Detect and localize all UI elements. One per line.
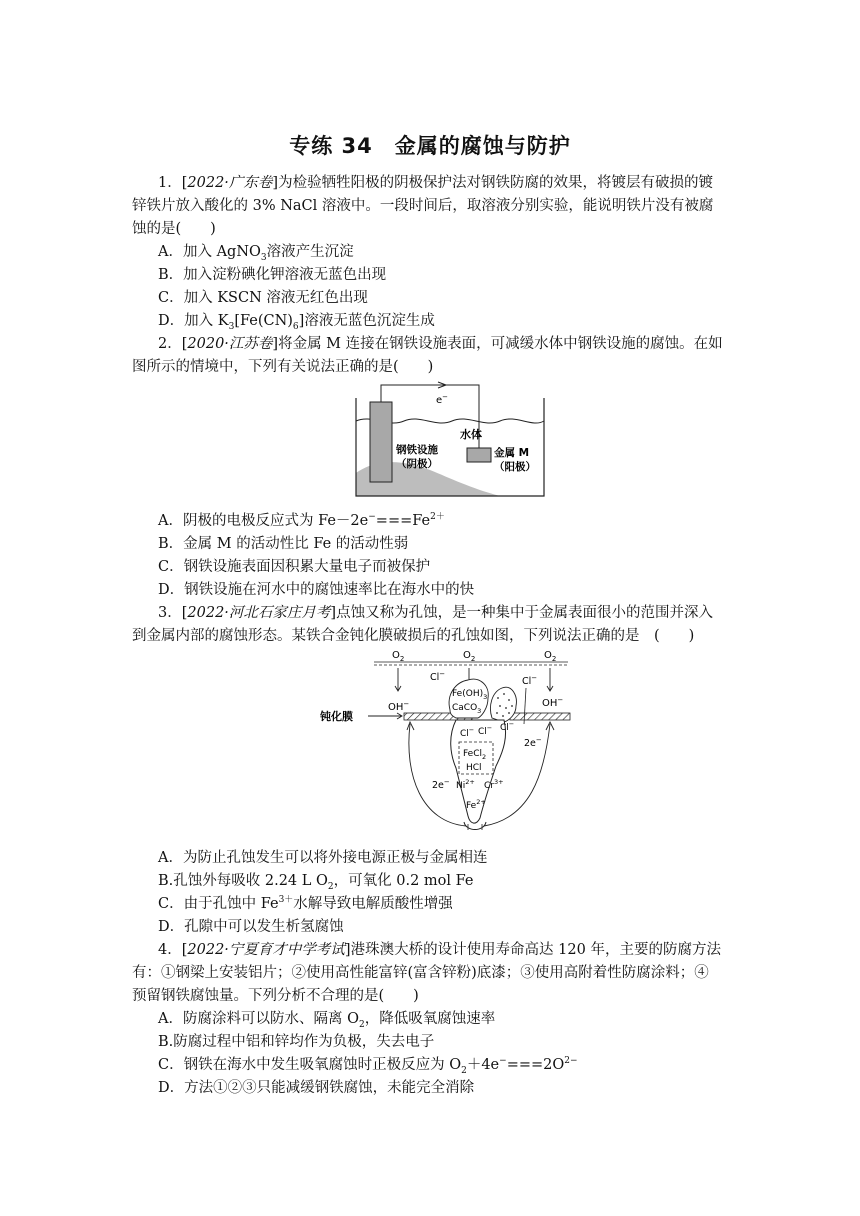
page-title: 专练 34 金属的腐蚀与防护 bbox=[289, 134, 571, 158]
cl-label-pit-right: Cl− bbox=[478, 724, 493, 737]
q4-stem-line2: 有：①钢梁上安装铝片；②使用高性能富锌(富含锌粉)底漆；③使用高附着性防腐涂料；④ bbox=[132, 965, 709, 981]
oh-label-left: OH− bbox=[388, 700, 410, 713]
q1-source: 2022·广东卷 bbox=[187, 175, 273, 191]
o2-label-left: $O_2$ bbox=[392, 650, 405, 663]
cl-label-top-right: Cl− bbox=[522, 674, 538, 687]
q2-source: 2020·江苏卷 bbox=[187, 336, 273, 352]
water-label: 水体 bbox=[460, 428, 482, 441]
q3-stem-line2: 到金属内部的腐蚀形态。某铁合金钝化膜破损后的孔蚀如图，下列说法正确的是 ( ) bbox=[132, 628, 695, 644]
q3-stem-line1 bbox=[158, 602, 713, 625]
q2-stem-line2: 图所示的情境中，下列有关说法正确的是( ) bbox=[132, 359, 434, 375]
q4-option-d: D．方法①②③只能减缓钢铁腐蚀，未能完全消除 bbox=[158, 1080, 475, 1096]
metal-label-1: 金属 M bbox=[494, 447, 530, 459]
q1-number: 1．[ bbox=[158, 175, 188, 191]
feoh3-label: $Fe(OH)_3$ bbox=[452, 689, 488, 701]
two-e-label-left: 2e− bbox=[432, 778, 450, 791]
q3-source: 2022·河北石家庄月考 bbox=[187, 605, 331, 621]
fe-label: $Fe^{2+}$ bbox=[466, 798, 486, 811]
o2-arrow-right bbox=[547, 668, 553, 691]
q3-option-a: A．为防止孔蚀发生可以将外接电源正极与金属相连 bbox=[158, 850, 488, 866]
q3-option-c: C．由于孔蚀中 $Fe^{3+}$水解导致电解质酸性增强 bbox=[158, 895, 453, 912]
steel-structure bbox=[370, 402, 392, 482]
q4-number: 4．[ bbox=[158, 942, 188, 958]
cl-label-pit-edge: Cl− bbox=[500, 720, 515, 733]
q4-stem-line1 bbox=[158, 939, 721, 962]
q1-option-d: D．加入 $K_3[Fe(CN)_6]$溶液无蓝色沉淀生成 bbox=[158, 313, 435, 332]
metal-label-2: （阳极） bbox=[494, 461, 536, 473]
q3-option-b: B.孔蚀外每吸收 2.24 L $O_2$，可氧化 0.2 mol Fe bbox=[158, 873, 474, 892]
electron-flow-left-head bbox=[407, 722, 414, 730]
q1-stem-line3: 蚀的是( ) bbox=[132, 221, 216, 237]
q3-figure-pitting-corrosion bbox=[318, 646, 580, 842]
steel-label-1: 钢铁设施 bbox=[396, 444, 438, 456]
q2-stem-line1 bbox=[158, 333, 723, 356]
q2-option-a: A．阴极的电极反应式为 $Fe-2e^-===Fe^{2+}$ bbox=[158, 512, 445, 529]
cl-label-top-left: Cl− bbox=[430, 670, 446, 683]
o2-label-right: $O_2$ bbox=[544, 650, 557, 663]
q1-option-a: A．加入 AgNO$_3$溶液产生沉淀 bbox=[158, 244, 354, 263]
q4-option-b: B.防腐过程中铝和锌均作为负极，失去电子 bbox=[158, 1034, 435, 1050]
q3-number: 3．[ bbox=[158, 605, 188, 621]
ni-label: $Ni^{2+}$ bbox=[456, 778, 475, 791]
metal-m bbox=[467, 448, 491, 462]
two-e-label-right: 2e− bbox=[524, 736, 542, 749]
q2-figure-cathodic-protection bbox=[350, 378, 550, 500]
film-label: 钝化膜 bbox=[320, 710, 353, 723]
passive-film-right bbox=[510, 713, 570, 720]
film-arrow bbox=[368, 713, 402, 719]
electron-label: e− bbox=[436, 393, 449, 406]
cl-label-pit-left: Cl− bbox=[460, 726, 475, 739]
q4-option-a: A．防腐涂料可以防水、隔离 $O_2$，降低吸氧腐蚀速率 bbox=[158, 1011, 496, 1030]
steel-label-2: （阴极） bbox=[396, 458, 438, 470]
q4-stem-line3: 预留钢铁腐蚀量。下列分析不合理的是( ) bbox=[132, 988, 419, 1004]
q1-option-c: C．加入 KSCN 溶液无红色出现 bbox=[158, 290, 368, 306]
q1-stem-line1 bbox=[158, 172, 713, 195]
o2-arrow-left bbox=[395, 668, 401, 691]
q2-option-b: B．金属 M 的活动性比 Fe 的活动性弱 bbox=[158, 536, 409, 552]
cr-label: $Cr^{3+}$ bbox=[484, 778, 504, 791]
q3-option-d: D．孔隙中可以发生析氢腐蚀 bbox=[158, 919, 344, 935]
q4-text: ]港珠澳大桥的设计使用寿命高达 120 年，主要的防腐方法 bbox=[344, 942, 721, 958]
fecl2-label: FeCl$_2$ bbox=[463, 749, 487, 761]
q1-text: ]为检验牺牲阳极的阴极保护法对钢铁防腐的效果，将镀层有破损的镀 bbox=[272, 175, 714, 191]
hcl-label: HCl bbox=[466, 763, 482, 773]
caco3-label: CaCO$_3$ bbox=[452, 703, 482, 715]
oh-label-right: OH− bbox=[542, 696, 564, 709]
q2-option-c: C．钢铁设施表面因积累大量电子而被保护 bbox=[158, 559, 431, 575]
q3-text: ]点蚀又称为孔蚀，是一种集中于金属表面很小的范围并深入 bbox=[330, 605, 714, 621]
q1-option-b: B．加入淀粉碘化钾溶液无蓝色出现 bbox=[158, 267, 387, 283]
o2-label-mid: $O_2$ bbox=[463, 650, 476, 663]
q2-option-d: D．钢铁设施在河水中的腐蚀速率比在海水中的快 bbox=[158, 582, 475, 598]
q4-option-c: C．钢铁在海水中发生吸氧腐蚀时正极反应为 $O_2+4e^-===2O^{2-}$ bbox=[158, 1056, 578, 1076]
q2-number: 2．[ bbox=[158, 336, 188, 352]
q4-source: 2022·宁夏育才中学考试 bbox=[187, 942, 345, 958]
q1-stem-line2: 锌铁片放入酸化的 3% NaCl 溶液中。一段时间后，取溶液分别实验，能说明铁片没有被腐 bbox=[132, 198, 714, 214]
q2-text: ]将金属 M 连接在钢铁设施表面，可减缓水体中钢铁设施的腐蚀。在如 bbox=[272, 336, 723, 352]
